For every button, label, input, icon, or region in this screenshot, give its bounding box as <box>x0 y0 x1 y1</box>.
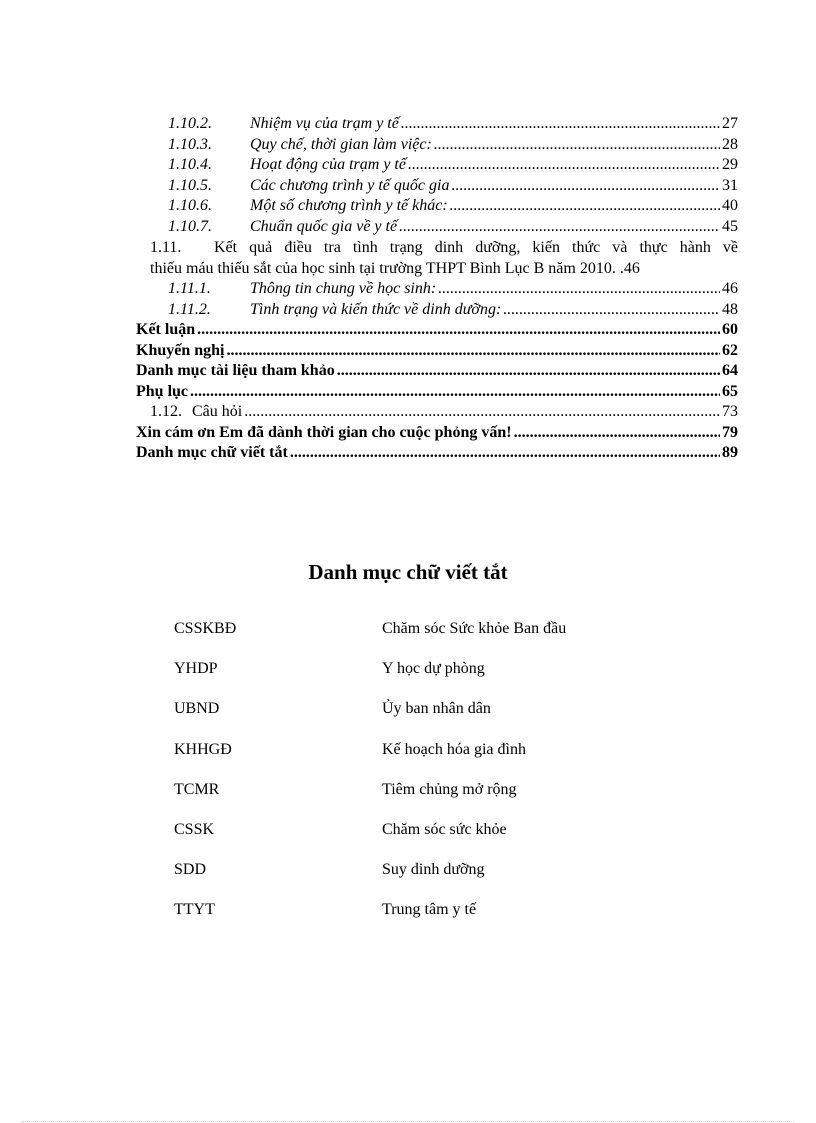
toc-entry-number: 1.10.2. <box>168 115 212 132</box>
toc-entry-page: 89 <box>722 444 738 461</box>
abbreviation-meaning: Trung tâm y tế <box>382 901 477 919</box>
abbreviation-code: UBND <box>174 700 220 718</box>
toc-entry[interactable] <box>136 341 738 362</box>
toc-entry-title: Quy chế, thời gian làm việc: <box>250 135 432 153</box>
toc-leader <box>197 320 720 341</box>
toc-entry-title: Chuẩn quốc gia về y tế <box>250 217 398 235</box>
abbreviation-code: CSSK <box>174 820 215 838</box>
abbreviation-meaning: Suy dinh dưỡng <box>382 861 485 879</box>
toc-entry-title: Danh mục chữ viết tắt <box>136 444 288 461</box>
toc-leader <box>290 443 720 464</box>
toc-entry-title: Tình trạng và kiến thức về dinh dưỡng: <box>250 300 502 318</box>
toc-entry-title: Hoạt động của trạm y tế <box>250 156 406 173</box>
toc-entry-number: 1.10.7. <box>168 217 212 235</box>
toc-entry-title: Khuyến nghị <box>136 341 225 359</box>
toc-entry-title: Nhiệm vụ của trạm y tế <box>250 115 399 132</box>
toc-leader <box>244 402 720 423</box>
toc-entry[interactable] <box>136 361 738 382</box>
abbreviation-row <box>174 618 566 658</box>
toc-entry[interactable] <box>136 320 738 341</box>
abbreviations-heading: Danh mục chữ viết tắt <box>308 560 508 584</box>
toc-entry[interactable] <box>136 217 738 238</box>
toc-leader <box>408 155 720 176</box>
abbreviation-meaning: Kế hoạch hóa gia đình <box>382 740 526 758</box>
table-of-contents <box>136 114 738 464</box>
page-bottom-divider <box>22 1121 794 1122</box>
abbreviation-code: TTYT <box>174 901 215 919</box>
toc-entry-number: 1.11.2. <box>168 300 211 318</box>
toc-entry-title: Xin cám ơn Em đã dành thời gian cho cuộc phỏng vấn! <box>136 423 512 441</box>
toc-leader <box>451 176 720 197</box>
abbreviation-code: SDD <box>174 861 207 879</box>
toc-entry-page: 40 <box>722 197 738 214</box>
toc-entry-number: 1.10.4. <box>168 156 212 173</box>
abbreviation-meaning: Ủy ban nhân dân <box>382 700 491 718</box>
toc-leader <box>401 114 720 135</box>
toc-entry[interactable] <box>136 443 738 464</box>
toc-entry-page: 64 <box>722 362 738 379</box>
toc-entry-page: 46 <box>722 280 738 297</box>
toc-entry-title: Phụ lục <box>136 382 189 400</box>
toc-entry-title: Thông tin chung về học sinh: <box>250 280 437 297</box>
toc-entry[interactable] <box>136 382 738 403</box>
toc-entry-title: Các chương trình y tế quốc gia <box>250 176 450 194</box>
abbreviation-meaning: Y học dự phòng <box>382 660 485 678</box>
toc-entry[interactable] <box>136 114 738 135</box>
toc-entry[interactable] <box>136 155 738 176</box>
toc-entry-page: 73 <box>722 403 738 420</box>
abbreviation-row <box>174 859 566 899</box>
abbreviation-row <box>174 899 566 939</box>
toc-entry-title: Danh mục tài liệu tham khảo <box>136 362 335 379</box>
toc-entry-title: Một số chương trình y tế khác: <box>250 197 448 214</box>
toc-entry-wrapped[interactable] <box>136 237 738 279</box>
abbreviation-meaning: Chăm sóc Sức khỏe Ban đầu <box>382 620 567 637</box>
abbreviation-code: TCMR <box>174 780 220 798</box>
toc-entry[interactable] <box>136 300 738 321</box>
toc-entry[interactable] <box>136 402 738 423</box>
toc-leader <box>190 382 720 403</box>
toc-entry-title-line2: thiếu máu thiếu sắt của học sinh tại trường THPT Bình Lục B năm 2010. .46 <box>150 260 640 277</box>
toc-entry-page: 62 <box>722 341 738 359</box>
toc-entry-page: 79 <box>722 423 738 441</box>
toc-entry[interactable] <box>136 135 738 156</box>
toc-leader <box>503 300 720 321</box>
toc-entry-title: Câu hỏi <box>192 403 243 420</box>
toc-entry-page: 28 <box>722 135 738 153</box>
abbreviation-row <box>174 779 566 819</box>
toc-entry-number: 1.10.3. <box>168 135 212 153</box>
abbreviation-code: YHDP <box>174 660 218 678</box>
toc-entry-page: 31 <box>722 176 738 194</box>
toc-entry-title-line1: Kết quả điều tra tình trạng dinh dưỡng, kiến thức và thực hành về <box>214 239 738 256</box>
toc-entry-number: 1.11.1. <box>168 280 211 297</box>
toc-entry-page: 65 <box>722 382 738 400</box>
abbreviation-meaning: Tiêm chủng mở rộng <box>382 780 517 798</box>
toc-entry-page: 60 <box>722 321 738 338</box>
toc-entry-page: 29 <box>722 156 738 173</box>
toc-entry-page: 27 <box>722 115 738 132</box>
toc-leader <box>226 341 720 362</box>
abbreviation-row <box>174 698 566 738</box>
toc-leader <box>438 279 720 300</box>
abbreviations-list <box>174 618 566 940</box>
toc-entry[interactable] <box>136 176 738 197</box>
abbreviation-code: CSSKBĐ <box>174 620 237 637</box>
toc-entry-number: 1.10.5. <box>168 176 212 194</box>
abbreviation-meaning: Chăm sóc sức khỏe <box>382 820 507 838</box>
abbreviation-row <box>174 819 566 859</box>
toc-leader <box>399 217 720 238</box>
abbreviation-row <box>174 739 566 779</box>
toc-entry-number: 1.11. <box>150 239 182 256</box>
toc-entry[interactable] <box>136 423 738 444</box>
abbreviation-code: KHHGĐ <box>174 740 232 758</box>
abbreviation-row <box>174 658 566 698</box>
toc-entry-number: 1.10.6. <box>168 197 212 214</box>
toc-entry-page: 48 <box>722 300 738 318</box>
toc-leader <box>337 361 720 382</box>
toc-entry-title: Kết luận <box>136 321 196 338</box>
toc-entry-number: 1.12. <box>150 403 182 420</box>
toc-leader <box>450 196 720 217</box>
toc-entry[interactable] <box>136 279 738 300</box>
toc-leader <box>514 423 720 444</box>
toc-entry-page: 45 <box>722 217 738 235</box>
toc-entry[interactable] <box>136 196 738 217</box>
toc-leader <box>434 135 720 156</box>
